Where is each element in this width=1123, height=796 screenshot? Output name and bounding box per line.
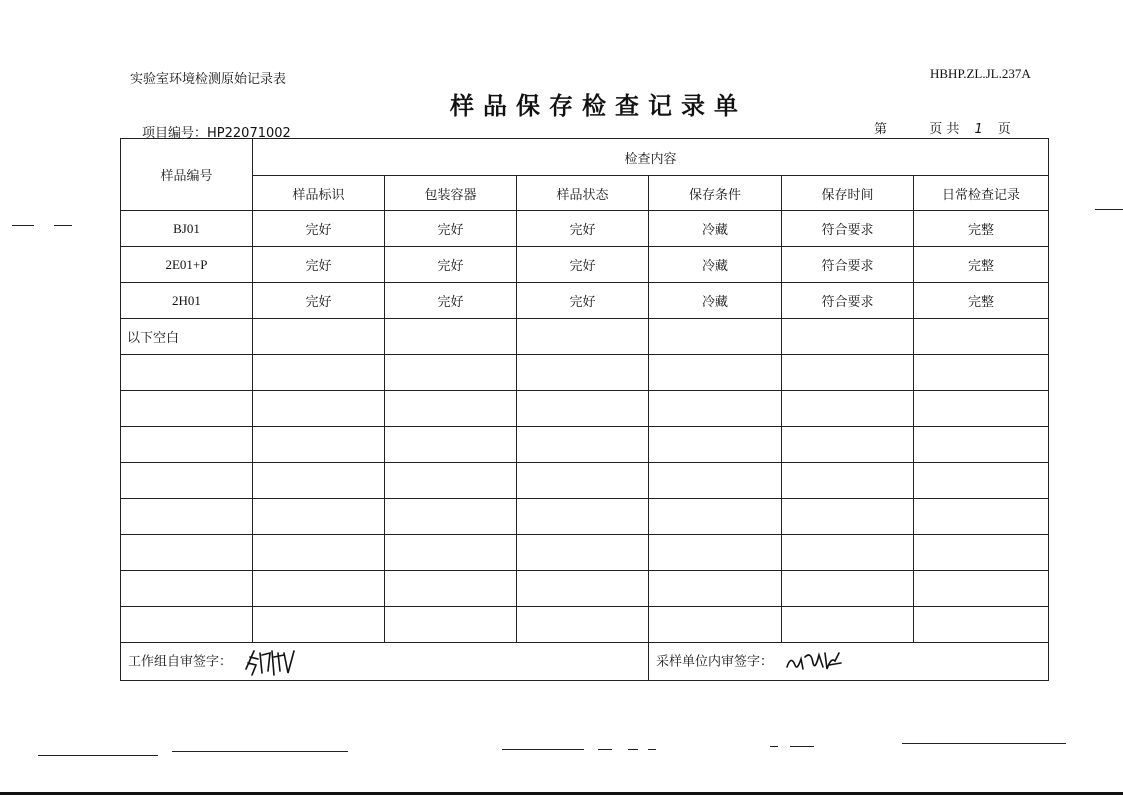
- page-prefix: 第: [874, 122, 888, 137]
- margin-rule: [38, 755, 158, 756]
- signature-row: [121, 643, 1049, 681]
- sample-id: 2H01: [121, 283, 253, 319]
- margin-mark: [54, 225, 72, 226]
- page-title: 样品保存检查记录单: [450, 91, 747, 120]
- table-cell: 完好: [517, 283, 649, 319]
- table-cell: 符合要求: [782, 283, 914, 319]
- table-cell: 完整: [914, 247, 1049, 283]
- sample-id: 2E01+P: [121, 247, 253, 283]
- header-row-2: [121, 176, 1049, 211]
- table-cell: 完好: [253, 283, 385, 319]
- document-type: 实验室环境检测原始记录表: [130, 72, 287, 87]
- table-cell: 符合要求: [782, 247, 914, 283]
- table-cell: 完好: [253, 247, 385, 283]
- margin-rule: [790, 746, 814, 747]
- self-review-label: 工作组自审签字：: [128, 654, 233, 669]
- page-suffix: 页: [997, 122, 1011, 137]
- column-header: 包装容器: [385, 176, 517, 211]
- margin-rule: [172, 751, 348, 752]
- table-row: [121, 319, 1049, 355]
- margin-rule: [502, 749, 584, 750]
- table-cell: 完好: [253, 211, 385, 247]
- inspection-table: [120, 138, 1049, 681]
- empty-row: [121, 571, 1049, 607]
- table-cell: 完好: [385, 283, 517, 319]
- sample-id: BJ01: [121, 211, 253, 247]
- project-number-label: 项目编号：: [142, 126, 208, 141]
- table-row: [121, 247, 1049, 283]
- self-review-cell: [121, 643, 649, 681]
- header-row-1: [121, 139, 1049, 176]
- scan-bottom-edge: [0, 792, 1123, 795]
- table-cell: 完整: [914, 283, 1049, 319]
- project-number-value: HP22071002: [207, 126, 291, 141]
- table-cell: 完好: [385, 211, 517, 247]
- empty-row: [121, 607, 1049, 643]
- page-indicator: [874, 118, 1011, 137]
- margin-rule: [648, 749, 656, 750]
- empty-row: [121, 427, 1049, 463]
- table-row: [121, 211, 1049, 247]
- handwritten-signature-1: [244, 647, 298, 677]
- margin-rule: [770, 746, 778, 747]
- empty-row: [121, 355, 1049, 391]
- page-total: 1: [974, 122, 983, 137]
- table-cell: 完好: [517, 247, 649, 283]
- column-header: 样品标识: [253, 176, 385, 211]
- empty-row: [121, 535, 1049, 571]
- margin-rule: [598, 749, 612, 750]
- sample-id-header: 样品编号: [121, 139, 253, 211]
- internal-review-label: 采样单位内审签字：: [656, 654, 774, 669]
- table-row: [121, 283, 1049, 319]
- table-cell: 完整: [914, 211, 1049, 247]
- table-cell: 完好: [517, 211, 649, 247]
- margin-mark: [1095, 209, 1123, 210]
- empty-row: [121, 499, 1049, 535]
- margin-rule: [902, 743, 1066, 744]
- page-mid: 页 共: [929, 122, 960, 137]
- inspection-content-header: 检查内容: [253, 139, 1049, 176]
- table-cell: 冷藏: [649, 283, 782, 319]
- column-header: 日常检查记录: [914, 176, 1049, 211]
- blank-note: 以下空白: [121, 319, 253, 355]
- column-header: 保存时间: [782, 176, 914, 211]
- table-cell: 符合要求: [782, 211, 914, 247]
- empty-row: [121, 463, 1049, 499]
- column-header: 保存条件: [649, 176, 782, 211]
- table-cell: 冷藏: [649, 211, 782, 247]
- table-cell: 冷藏: [649, 247, 782, 283]
- column-header: 样品状态: [517, 176, 649, 211]
- empty-row: [121, 391, 1049, 427]
- margin-rule: [628, 749, 638, 750]
- internal-review-cell: [649, 643, 1049, 681]
- form-code: HBHP.ZL.JL.237A: [930, 66, 1031, 81]
- handwritten-signature-2: [785, 647, 845, 677]
- margin-mark: [12, 225, 34, 226]
- table-cell: 完好: [385, 247, 517, 283]
